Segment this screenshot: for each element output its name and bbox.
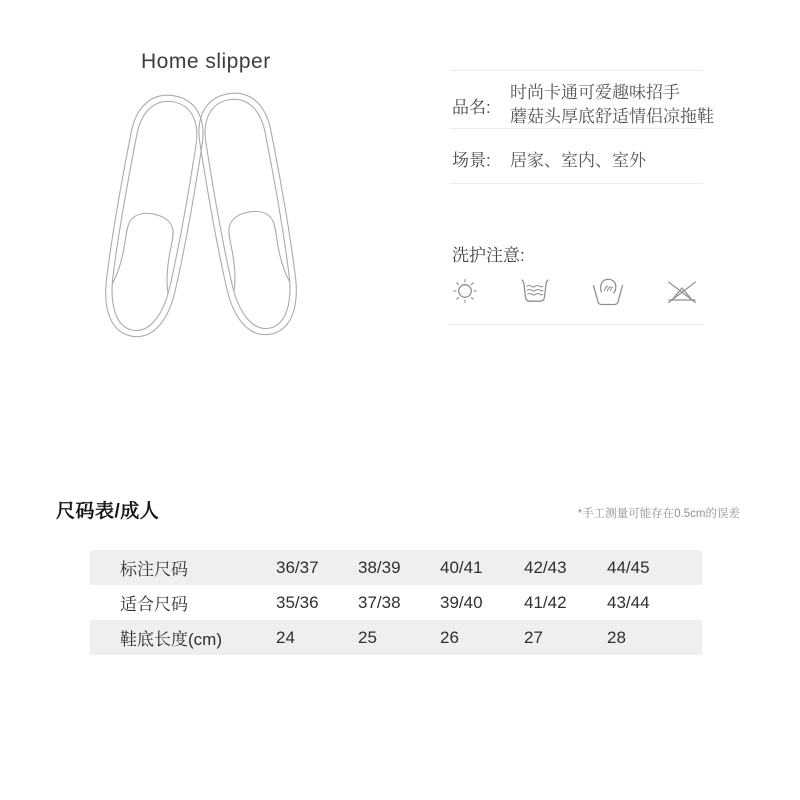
divider — [450, 70, 703, 71]
table-cell: 44/45 — [607, 557, 650, 577]
row-header: 鞋底长度(cm) — [120, 630, 222, 649]
table-cell: 35/36 — [276, 592, 319, 612]
size-chart-title: 尺码表/成人 — [56, 501, 160, 522]
table-cell: 24 — [276, 627, 295, 647]
table-cell: 25 — [358, 627, 377, 647]
table-row — [90, 550, 702, 585]
table-cell: 40/41 — [440, 557, 483, 577]
table-cell: 41/42 — [524, 592, 567, 612]
product-name-value — [510, 81, 714, 129]
left-slipper — [96, 89, 211, 342]
table-cell: 39/40 — [440, 592, 483, 612]
table-row — [90, 585, 702, 620]
product-name-line2: 蘑菇头厚底舒适情侣凉拖鞋 — [510, 107, 714, 126]
table-cell: 43/44 — [607, 592, 650, 612]
table-row — [90, 620, 702, 655]
divider — [450, 128, 703, 129]
table-cell: 27 — [524, 627, 543, 647]
page-title: Home slipper — [141, 50, 271, 73]
care-instructions-label: 洗护注意: — [452, 246, 525, 265]
divider — [450, 324, 703, 325]
gentle-wash-basin-icon — [520, 278, 550, 304]
product-name-label: 品名: — [452, 98, 491, 117]
sun-dry-icon — [452, 278, 478, 304]
care-icons-row — [452, 276, 698, 306]
hand-wash-icon — [592, 276, 624, 306]
scene-label: 场景: — [452, 151, 491, 170]
product-name-row — [452, 81, 714, 129]
table-cell: 26 — [440, 627, 459, 647]
right-slipper — [192, 87, 307, 340]
row-header: 适合尺码 — [120, 595, 188, 614]
table-cell: 42/43 — [524, 557, 567, 577]
table-cell: 38/39 — [358, 557, 401, 577]
table-cell: 37/38 — [358, 592, 401, 612]
scene-row — [452, 146, 646, 171]
size-table — [90, 550, 702, 655]
do-not-wring-icon — [666, 278, 698, 304]
divider — [450, 183, 703, 184]
slippers-line-drawing — [90, 86, 310, 344]
scene-value: 居家、室内、室外 — [510, 151, 646, 170]
product-name-line1: 时尚卡通可爱趣味招手 — [510, 83, 680, 102]
table-cell: 36/37 — [276, 557, 319, 577]
product-info-panel — [450, 70, 714, 332]
row-header: 标注尺码 — [120, 560, 188, 579]
table-cell: 28 — [607, 627, 626, 647]
measurement-note: *手工测量可能存在0.5cm的误差 — [577, 508, 740, 520]
